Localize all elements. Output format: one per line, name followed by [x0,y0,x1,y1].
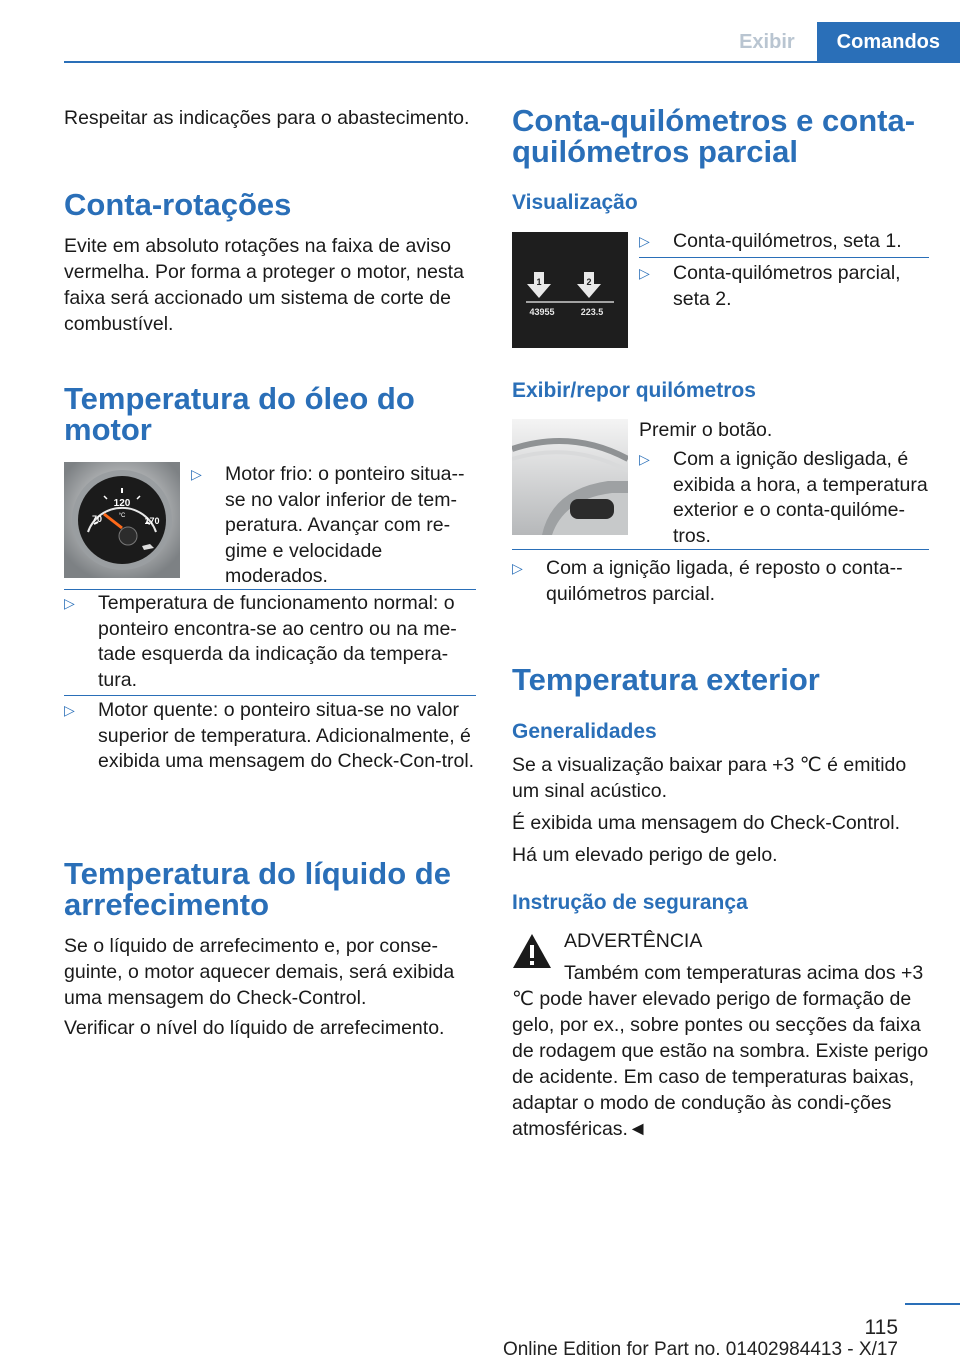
oil-gauge-icon [64,462,180,578]
oil-heading-line1: Temperatura do óleo do [64,381,415,416]
edition-text: Online Edition for Part no. 01402984413 - X/17 [502,1339,898,1360]
triangle-bullet-icon: ▷ [512,560,523,576]
odo-arrow-label-1: 1 [536,277,542,287]
odometer-display-image [512,232,628,348]
odo-arrow-label-2: 2 [586,277,592,287]
odometer-display-icon [512,232,628,348]
oil-gauge-high: 170 [144,516,160,526]
trip-value: 223.5 [580,307,604,317]
reset-button-image [512,419,628,535]
list-item: ▷ Temperatura de funcionamento normal: o ponteiro encontra-se ao centro ou na me-tade esquerda da indicação da tempera-tura. [64,592,457,691]
rpm-text: Evite em absoluto rotações na faixa de aviso vermelha. Por forma a proteger o motor, nesta faixa será accionado um sistema de corte de combustível. [64,235,464,335]
list-separator [512,549,929,550]
general-heading: Generalidades [512,720,657,743]
reset-button-icon [512,419,628,535]
tab-comandos[interactable]: Comandos [817,22,960,62]
vis-heading: Visualização [512,191,638,214]
triangle-bullet-icon: ▷ [64,702,75,718]
general-text-3: Há um elevado perigo de gelo. [512,844,778,866]
list-separator [64,695,476,696]
header-tabs [717,22,960,62]
reset-heading: Exibir/repor quilómetros [512,379,756,402]
list-item: ▷ Conta-quilómetros, seta 1. [639,229,934,259]
coolant-check-text: Verificar o nível do líquido de arrefecimento. [64,1017,445,1039]
footer-rule [905,1303,960,1305]
oil-gauge-low: 70 [91,514,103,524]
coolant-text: Se o líquido de arrefecimento e, por conse-guinte, o motor aquecer demais, será exibida uma mensagem do Check-Control. [64,935,455,1009]
coolant-heading-line2: arrefecimento [64,887,270,922]
tab-exibir[interactable]: Exibir [717,22,817,62]
oil-gauge-mid: 120 [113,498,131,509]
list-item: ▷ Com a ignição desligada, é exibida a hora, a temperatura exterior e o conta-quilóme-tros. [639,448,928,547]
ext-temp-heading: Temperatura exterior [512,662,820,697]
oil-gauge-image [64,462,180,578]
odo-heading-line1: Conta-quilómetros e conta- [512,103,916,138]
page-number: 115 [864,1316,898,1339]
general-text-2: É exibida uma mensagem do Check-Control. [512,812,901,834]
warning-text: Também com temperaturas acima dos +3 ℃ pode haver elevado perigo de formação de gelo, por ex., sobre pontes ou secções da faixa de rodagem que estão na sombra. Existe perigo de acidente. Em caso de temperaturas baixas, adaptar o modo de condução às condi-ções atmosféricas.◄ [512,962,929,1140]
list-item: ▷ Conta-quilómetros parcial, seta 2. [639,262,901,310]
triangle-bullet-icon: ▷ [64,595,75,611]
list-item: ▷ Motor frio: o ponteiro situa--se no valor inferior de tem-peratura. Avançar com re-gime e velocidade moderados. [191,463,465,587]
oil-heading-line2: motor [64,412,152,447]
safety-heading: Instrução de segurança [512,891,748,914]
odo-heading-line2: quilómetros parcial [512,134,798,169]
triangle-bullet-icon: ▷ [639,451,650,467]
triangle-bullet-icon: ▷ [191,466,202,482]
triangle-bullet-icon: ▷ [639,265,650,281]
coolant-heading-line1: Temperatura do líquido de [64,856,451,891]
odo-value: 43955 [529,307,555,317]
header-rule [64,61,960,63]
list-separator [639,257,929,258]
warning-label: ADVERTÊNCIA [564,930,703,952]
list-item: ▷ Motor quente: o ponteiro situa-se no valor superior de temperatura. Adicionalmente, é exibida uma mensagem do Check-Con-trol. [64,699,475,772]
reset-instruction: Premir o botão. [639,419,773,441]
list-separator [64,589,476,590]
list-item: ▷ Com a ignição ligada, é reposto o conta--quilómetros parcial. [512,557,903,605]
triangle-bullet-icon: ▷ [639,233,650,249]
rpm-heading: Conta-rotações [64,187,292,222]
general-text-1: Se a visualização baixar para +3 ℃ é emitido um sinal acústico. [512,754,907,802]
oil-gauge-unit: °C [118,513,126,519]
intro-text: Respeitar as indicações para o abastecimento. [64,107,470,129]
